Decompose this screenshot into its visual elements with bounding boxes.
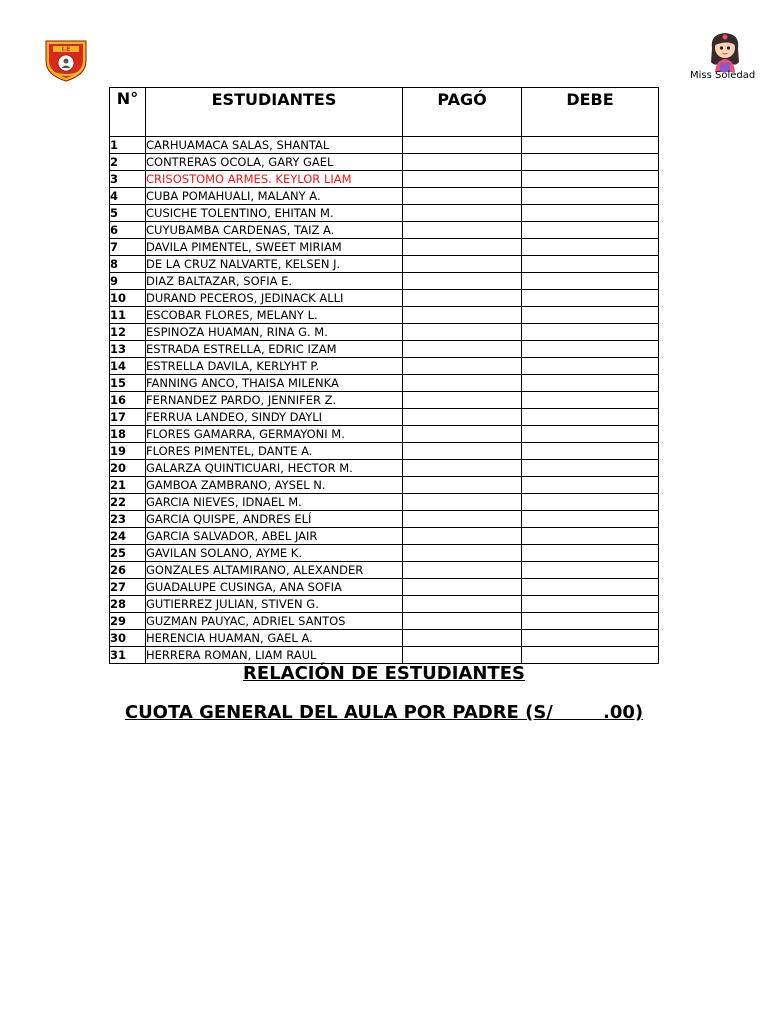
paid-cell — [403, 613, 522, 630]
student-name: FERNANDEZ PARDO, JENNIFER Z. — [146, 392, 403, 409]
student-name: GARCIA SALVADOR, ABEL JAIR — [146, 528, 403, 545]
student-name: CRISOSTOMO ARMES. KEYLOR LIAM — [146, 171, 403, 188]
student-name: FERRUA LANDEO, SINDY DAYLI — [146, 409, 403, 426]
paid-cell — [403, 171, 522, 188]
row-number: 24 — [110, 528, 146, 545]
student-name: GALARZA QUINTICUARI, HECTOR M. — [146, 460, 403, 477]
owes-cell — [522, 341, 659, 358]
table-row — [110, 647, 659, 664]
table-header-row — [110, 88, 659, 137]
paid-cell — [403, 579, 522, 596]
row-number: 14 — [110, 358, 146, 375]
student-name: ESCOBAR FLORES, MELANY L. — [146, 307, 403, 324]
owes-cell — [522, 494, 659, 511]
owes-cell — [522, 460, 659, 477]
paid-cell — [403, 494, 522, 511]
student-name: GUADALUPE CUSINGA, ANA SOFIA — [146, 579, 403, 596]
table-row — [110, 205, 659, 222]
student-name: DAVILA PIMENTEL, SWEET MIRIAM — [146, 239, 403, 256]
owes-cell — [522, 579, 659, 596]
student-name: CUBA POMAHUALI, MALANY A. — [146, 188, 403, 205]
table-row — [110, 273, 659, 290]
table-row — [110, 307, 659, 324]
roster-body — [110, 137, 659, 664]
paid-cell — [403, 222, 522, 239]
paid-cell — [403, 647, 522, 664]
table-row — [110, 358, 659, 375]
row-number: 6 — [110, 222, 146, 239]
row-number: 25 — [110, 545, 146, 562]
row-number: 4 — [110, 188, 146, 205]
student-name: GARCIA QUISPE, ANDRES ELÍ — [146, 511, 403, 528]
paid-cell — [403, 273, 522, 290]
table-row — [110, 324, 659, 341]
table-row — [110, 375, 659, 392]
owes-cell — [522, 171, 659, 188]
student-name: GAMBOA ZAMBRANO, AYSEL N. — [146, 477, 403, 494]
table-row — [110, 562, 659, 579]
student-name: ESTRADA ESTRELLA, EDRIC IZAM — [146, 341, 403, 358]
owes-cell — [522, 222, 659, 239]
paid-cell — [403, 290, 522, 307]
row-number: 26 — [110, 562, 146, 579]
table-row — [110, 630, 659, 647]
student-name: CUSICHE TOLENTINO, EHITAN M. — [146, 205, 403, 222]
row-number: 5 — [110, 205, 146, 222]
table-row — [110, 426, 659, 443]
student-name: FLORES PIMENTEL, DANTE A. — [146, 443, 403, 460]
table-row — [110, 528, 659, 545]
student-roster-table — [109, 87, 659, 664]
student-name: CONTRERAS OCOLA, GARY GAEL — [146, 154, 403, 171]
paid-cell — [403, 341, 522, 358]
table-row — [110, 460, 659, 477]
table-row — [110, 137, 659, 154]
table-row — [110, 392, 659, 409]
table-row — [110, 256, 659, 273]
paid-cell — [403, 307, 522, 324]
paid-cell — [403, 239, 522, 256]
owes-cell — [522, 307, 659, 324]
paid-cell — [403, 409, 522, 426]
owes-cell — [522, 409, 659, 426]
paid-cell — [403, 630, 522, 647]
row-number: 20 — [110, 460, 146, 477]
paid-cell — [403, 392, 522, 409]
paid-cell — [403, 545, 522, 562]
owes-cell — [522, 205, 659, 222]
owes-cell — [522, 477, 659, 494]
row-number: 17 — [110, 409, 146, 426]
student-name: ESPINOZA HUAMAN, RINA G. M. — [146, 324, 403, 341]
paid-cell — [403, 205, 522, 222]
fee-title: CUOTA GENERAL DEL AULA POR PADRE (S/ .00) — [124, 702, 644, 723]
paid-cell — [403, 154, 522, 171]
owes-cell — [522, 358, 659, 375]
column-header-paid: PAGÓ — [403, 88, 522, 137]
student-name: GUTIERREZ JULIAN, STIVEN G. — [146, 596, 403, 613]
row-number: 22 — [110, 494, 146, 511]
row-number: 2 — [110, 154, 146, 171]
student-name: DURAND PECEROS, JEDINACK ALLI — [146, 290, 403, 307]
table-row — [110, 494, 659, 511]
student-name: CARHUAMACA SALAS, SHANTAL — [146, 137, 403, 154]
table-row — [110, 154, 659, 171]
owes-cell — [522, 392, 659, 409]
owes-cell — [522, 273, 659, 290]
teacher-avatar-icon — [706, 30, 744, 72]
logo-letters: I.E — [61, 46, 71, 53]
owes-cell — [522, 613, 659, 630]
row-number: 28 — [110, 596, 146, 613]
paid-cell — [403, 460, 522, 477]
owes-cell — [522, 426, 659, 443]
row-number: 16 — [110, 392, 146, 409]
paid-cell — [403, 256, 522, 273]
row-number: 23 — [110, 511, 146, 528]
owes-cell — [522, 511, 659, 528]
owes-cell — [522, 375, 659, 392]
student-name: CUYUBAMBA CARDENAS, TAIZ A. — [146, 222, 403, 239]
table-row — [110, 443, 659, 460]
student-name: DIAZ BALTAZAR, SOFIA E. — [146, 273, 403, 290]
student-name: GARCIA NIEVES, IDNAEL M. — [146, 494, 403, 511]
paid-cell — [403, 477, 522, 494]
owes-cell — [522, 137, 659, 154]
paid-cell — [403, 562, 522, 579]
table-row — [110, 511, 659, 528]
owes-cell — [522, 256, 659, 273]
student-name: GAVILAN SOLANO, AYME K. — [146, 545, 403, 562]
paid-cell — [403, 511, 522, 528]
student-name: FLORES GAMARRA, GERMAYONI M. — [146, 426, 403, 443]
paid-cell — [403, 137, 522, 154]
column-header-students: ESTUDIANTES — [146, 88, 403, 137]
table-row — [110, 188, 659, 205]
table-row — [110, 222, 659, 239]
table-row — [110, 341, 659, 358]
row-number: 7 — [110, 239, 146, 256]
student-name: HERRERA ROMAN, LIAM RAUL — [146, 647, 403, 664]
owes-cell — [522, 545, 659, 562]
table-row — [110, 477, 659, 494]
column-header-number — [110, 88, 146, 137]
owes-cell — [522, 528, 659, 545]
paid-cell — [403, 426, 522, 443]
table-row — [110, 171, 659, 188]
student-name: GONZALES ALTAMIRANO, ALEXANDER — [146, 562, 403, 579]
row-number: 21 — [110, 477, 146, 494]
school-crest-logo — [42, 37, 90, 83]
table-row — [110, 545, 659, 562]
owes-cell — [522, 188, 659, 205]
row-number: 3 — [110, 171, 146, 188]
student-name: HERENCIA HUAMAN, GAEL A. — [146, 630, 403, 647]
owes-cell — [522, 290, 659, 307]
paid-cell — [403, 324, 522, 341]
paid-cell — [403, 358, 522, 375]
paid-cell — [403, 188, 522, 205]
student-name: DE LA CRUZ NALVARTE, KELSEN J. — [146, 256, 403, 273]
row-number: 19 — [110, 443, 146, 460]
owes-cell — [522, 596, 659, 613]
owes-cell — [522, 647, 659, 664]
owes-cell — [522, 562, 659, 579]
row-number: 31 — [110, 647, 146, 664]
owes-cell — [522, 630, 659, 647]
owes-cell — [522, 154, 659, 171]
owes-cell — [522, 443, 659, 460]
row-number: 30 — [110, 630, 146, 647]
paid-cell — [403, 528, 522, 545]
row-number: 18 — [110, 426, 146, 443]
row-number: 27 — [110, 579, 146, 596]
student-name: ESTRELLA DAVILA, KERLYHT P. — [146, 358, 403, 375]
row-number: 13 — [110, 341, 146, 358]
row-number: 29 — [110, 613, 146, 630]
row-number: 11 — [110, 307, 146, 324]
column-header-owes: DEBE — [522, 88, 659, 137]
avatar-caption: Miss Soledad — [690, 70, 756, 81]
table-row — [110, 613, 659, 630]
row-number: 10 — [110, 290, 146, 307]
paid-cell — [403, 596, 522, 613]
owes-cell — [522, 239, 659, 256]
row-number: 8 — [110, 256, 146, 273]
row-number: 12 — [110, 324, 146, 341]
table-row — [110, 596, 659, 613]
relation-title: RELACIÓN DE ESTUDIANTES — [243, 663, 525, 684]
student-name: GUZMAN PAUYAC, ADRIEL SANTOS — [146, 613, 403, 630]
column-header-number-label: N° — [116, 89, 139, 108]
row-number: 9 — [110, 273, 146, 290]
row-number: 1 — [110, 137, 146, 154]
row-number: 15 — [110, 375, 146, 392]
paid-cell — [403, 443, 522, 460]
table-row — [110, 409, 659, 426]
table-row — [110, 579, 659, 596]
table-row — [110, 290, 659, 307]
owes-cell — [522, 324, 659, 341]
table-row — [110, 239, 659, 256]
student-name: FANNING ANCO, THAISA MILENKA — [146, 375, 403, 392]
paid-cell — [403, 375, 522, 392]
